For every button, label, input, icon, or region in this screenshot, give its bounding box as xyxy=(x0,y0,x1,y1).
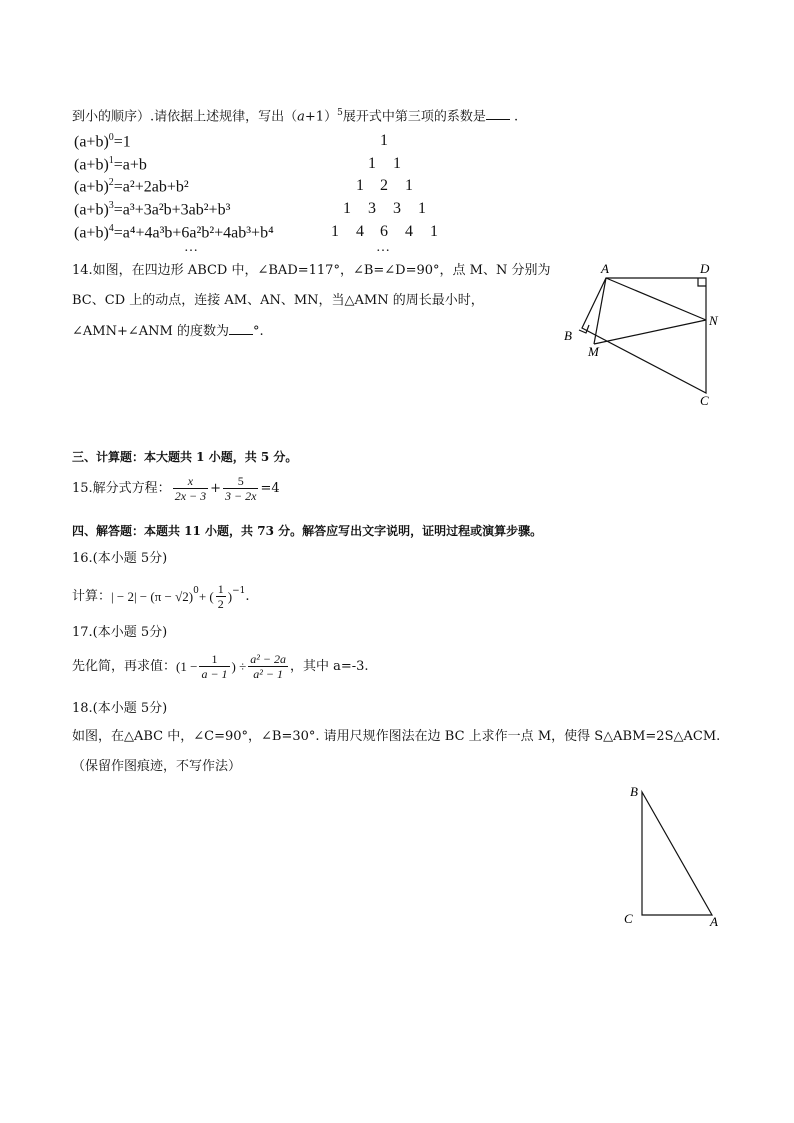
q14-line2: BC、CD 上的动点，连接 AM、AN、MN，当△AMN 的周长最小时， xyxy=(72,293,484,308)
q17-heading: 17.(本小题 5分) xyxy=(72,625,168,640)
q18-heading: 18.(本小题 5分) xyxy=(72,701,168,716)
pascal-number: 1 xyxy=(405,177,413,194)
pascal-number: 1 xyxy=(393,155,401,172)
label-a: A xyxy=(601,261,609,276)
expansion-dots: … xyxy=(184,240,198,255)
pascal-number: 3 xyxy=(368,200,376,217)
pascal-number: 4 xyxy=(356,223,364,240)
fraction: $\frac{\text{a² − 2a}}{\text{a² − 1}}$ xyxy=(250,652,286,681)
expansion-row: $(a+b)^3=a^3+3a^2b+3ab^2+b^3$ xyxy=(74,200,231,219)
section-3-heading: 三、计算题：本大题共 1 小题，共 5 分。 xyxy=(72,450,298,464)
label-c: C xyxy=(624,911,633,926)
label-d: D xyxy=(700,261,710,276)
pascal-number: 2 xyxy=(380,177,388,194)
expansion-row: $(a+b)^0=1$ xyxy=(74,132,131,151)
q15: 15.解分式方程： $\frac{x}{2x - 3}$ + $\frac{5}{3 - 2x}$ =4 xyxy=(72,474,280,503)
pascal-number: 1 xyxy=(368,155,376,172)
pascal-dots: … xyxy=(376,240,390,255)
label-n: N xyxy=(709,313,718,328)
figure-right-triangle-abc xyxy=(616,780,736,932)
label-b: B xyxy=(630,784,638,799)
answer-blank[interactable] xyxy=(486,107,510,120)
expansion-row: $(a+b)^1=a+b$ xyxy=(74,155,147,174)
label-b: B xyxy=(564,328,572,343)
pascal-number: 1 xyxy=(380,132,388,149)
expansion-row: $(a+b)^2=a^2+2ab+b^2$ xyxy=(74,177,189,196)
expansion-row: $(a+b)^4=a^4+4a^3b+6a^2b^2+4ab^3+b^4$ xyxy=(74,223,274,242)
right-angle-d xyxy=(698,278,706,286)
fraction: $\frac{5}{3 - 2x}$ xyxy=(225,474,257,503)
q16-expression: 计算： | − 2| − (π − √2) $^0$ + ( $\frac{1}{2}$ ) $^{-1}$ . xyxy=(72,582,250,611)
section-4-heading: 四、解答题：本题共 11 小题，共 73 分。解答应写出文字说明，证明过程或演算步骤。 xyxy=(72,524,543,538)
figure-quadrilateral-abcd xyxy=(556,258,736,410)
pascal-number: 1 xyxy=(356,177,364,194)
answer-blank[interactable] xyxy=(229,322,253,335)
label-c: C xyxy=(700,393,709,408)
pascal-number: 6 xyxy=(380,223,388,240)
segment-am xyxy=(594,278,606,344)
fraction: $\frac{x}{2x - 3}$ xyxy=(174,474,207,503)
segment-an xyxy=(606,278,706,320)
q16-heading: 16.(本小题 5分) xyxy=(72,551,168,566)
quadrilateral-outline xyxy=(582,278,706,393)
triangle-outline xyxy=(642,792,712,915)
pascal-number: 1 xyxy=(418,200,426,217)
pascal-number: 1 xyxy=(343,200,351,217)
pascal-number: 1 xyxy=(430,223,438,240)
q17-expression: 先化简，再求值： (1 − $\frac{1}{a - 1}$ ) ÷ $\frac{\text{a² − 2a}}{\text{a² − 1}}$ ，其中 a=-3. xyxy=(72,652,369,681)
q18-line1: 如图，在△ABC 中，∠C=90°，∠B=30°. 请用尺规作图法在边 BC 上求作一点 M，使得 S△ABM=2S△ACM. xyxy=(72,729,721,744)
pascal-number: 1 xyxy=(331,223,339,240)
fraction: $\frac{1}{a - 1}$ xyxy=(201,652,228,681)
fraction: $\frac{1}{2}$ xyxy=(217,582,224,611)
q14-line1: 14.如图，在四边形 ABCD 中，∠BAD=117°，∠B=∠D=90°，点 M、N 分别为 xyxy=(72,263,551,278)
segment-mn xyxy=(594,320,706,344)
label-m: M xyxy=(588,344,599,359)
label-a: A xyxy=(710,914,718,929)
q13-tail: 到小的顺序）.请依据上述规律，写出$(a+1)^5$展开式中第三项的系数是 . xyxy=(72,108,519,125)
q18-line2: （保留作图痕迹，不写作法） xyxy=(72,759,242,774)
q14-line3: ∠AMN+∠ANM 的度数为 °. xyxy=(72,324,264,339)
pascal-number: 4 xyxy=(405,223,413,240)
pascal-number: 3 xyxy=(393,200,401,217)
